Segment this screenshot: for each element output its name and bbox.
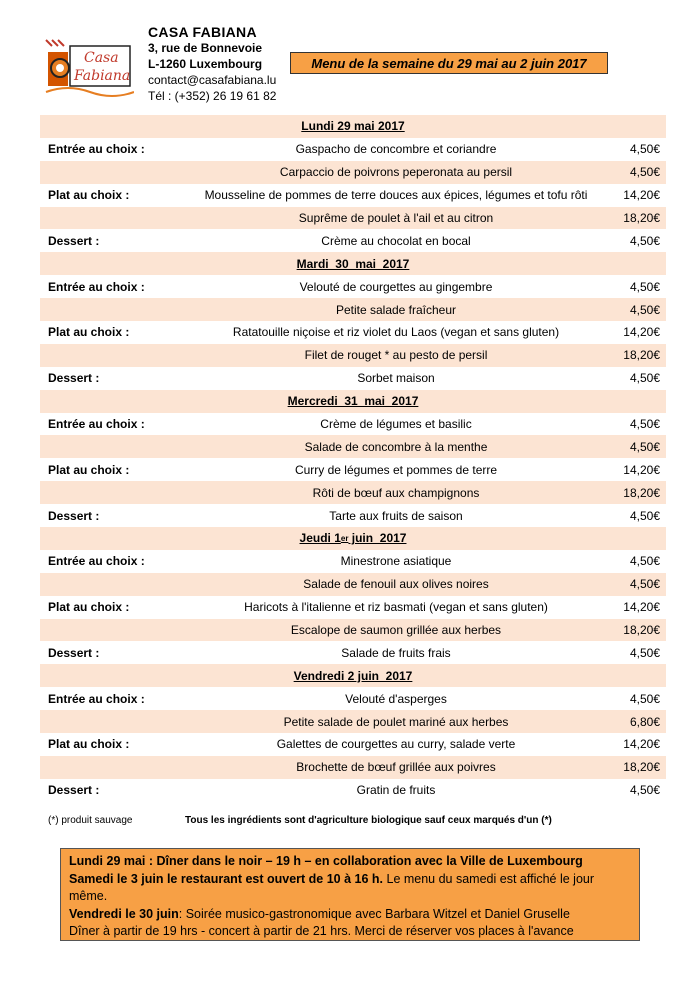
dish-price: 4,50€ [629, 508, 660, 523]
menu-row [40, 413, 666, 436]
day-title: Jeudi 1 [299, 531, 341, 546]
menu-row [40, 229, 666, 252]
course-label: Dessert : [48, 233, 100, 248]
course-label: Entrée au choix : [48, 417, 145, 432]
course-label: Plat au choix : [48, 737, 130, 752]
dish-name: Carpaccio de poivrons peperonata au persil [279, 165, 513, 180]
casa-fabiana-logo [44, 30, 134, 100]
dish-price: 4,50€ [629, 577, 660, 592]
notice-line-1: Lundi 29 mai : Dîner dans le noir – 19 h – en collaboration avec la Ville de Luxembourg [69, 854, 583, 868]
notice-line-2: Samedi le 3 juin le restaurant est ouvert de 10 à 16 h. Le menu du samedi est affiché le jour même. [69, 871, 595, 903]
menu-row [40, 184, 666, 207]
course-label: Entrée au choix : [48, 554, 145, 569]
notice-line-3: Vendredi le 30 juin: Soirée musico-gastronomique avec Barbara Witzel et Daniel Gruselle [69, 906, 570, 921]
dish-price: 4,50€ [629, 783, 660, 798]
course-label: Dessert : [48, 783, 100, 798]
menu-row [40, 550, 666, 573]
menu-row [40, 138, 666, 161]
day-title-superscript: er [340, 533, 349, 543]
course-label: Plat au choix : [48, 325, 130, 340]
course-label: Dessert : [48, 645, 100, 660]
menu-row [40, 573, 666, 596]
dish-name: Salade de fruits frais [341, 645, 451, 660]
dish-price: 18,20€ [623, 211, 660, 225]
dish-name: Ratatouille niçoise et riz violet du Laos (vegan et sans gluten) [232, 325, 560, 340]
dish-price: 4,50€ [629, 165, 660, 180]
dish-price: 4,50€ [629, 233, 660, 248]
course-label: Dessert : [48, 508, 100, 523]
menu-title: Menu de la semaine du 29 mai au 2 juin 2017 [290, 52, 608, 74]
menu-row [40, 481, 666, 504]
dish-name: Rôti de bœuf aux champignons [312, 485, 480, 500]
day-header: Vendredi 2 juin 2017 [40, 664, 666, 687]
day-header: Lundi 29 mai 2017 [40, 115, 666, 138]
company-name: CASA FABIANA [148, 24, 257, 40]
dish-price: 14,20€ [623, 737, 660, 752]
dish-price: 4,50€ [629, 371, 660, 386]
course-label: Plat au choix : [48, 462, 130, 477]
dish-name: Gratin de fruits [356, 783, 436, 798]
footnote: (*) produit sauvage [48, 815, 133, 826]
dish-name: Gaspacho de concombre et coriandre [295, 142, 497, 157]
dish-price: 18,20€ [623, 760, 660, 775]
menu-row [40, 435, 666, 458]
dish-price: 18,20€ [623, 348, 660, 363]
course-label: Entrée au choix : [48, 691, 145, 706]
dish-name: Salade de concombre à la menthe [304, 439, 488, 454]
svg-text:Fabiana: Fabiana [74, 68, 131, 84]
dish-name: Petite salade fraîcheur [335, 302, 457, 317]
city-address: L-1260 Luxembourg [148, 57, 263, 71]
course-label: Plat au choix : [48, 188, 130, 203]
menu-row [40, 733, 666, 756]
svg-text:Casa: Casa [84, 50, 119, 66]
menu-row [40, 344, 666, 367]
menu-row [40, 207, 666, 230]
dish-price: 4,50€ [629, 645, 660, 660]
dish-price: 4,50€ [629, 554, 660, 569]
course-label: Entrée au choix : [48, 142, 145, 157]
dish-price: 4,50€ [629, 302, 660, 317]
dish-price: 14,20€ [623, 325, 660, 340]
menu-row [40, 619, 666, 642]
menu-row [40, 275, 666, 298]
dish-price: 18,20€ [623, 485, 660, 500]
dish-name: Minestrone asiatique [340, 554, 452, 569]
notice-line-4: Dîner à partir de 19 hrs - concert à partir de 21 hrs. Merci de réserver vos places à l'avance [69, 924, 574, 938]
weekly-menu-table [40, 115, 666, 802]
dish-price: 4,50€ [629, 142, 660, 157]
dish-name: Sorbet maison [357, 371, 435, 386]
phone-number: Tél : (+352) 26 19 61 82 [148, 89, 277, 103]
dish-price: 4,50€ [629, 691, 660, 706]
menu-row [40, 596, 666, 619]
menu-row [40, 779, 666, 802]
menu-row [40, 367, 666, 390]
dish-name: Salade de fenouil aux olives noires [303, 577, 489, 592]
menu-row [40, 756, 666, 779]
dish-name: Suprême de poulet à l'ail et au citron [298, 211, 494, 225]
dish-name: Haricots à l'italienne et riz basmati (vegan et sans gluten) [244, 600, 548, 615]
dish-name: Crème de légumes et basilic [320, 417, 472, 432]
dish-name: Tarte aux fruits de saison [329, 508, 463, 523]
dish-price: 14,20€ [623, 188, 660, 203]
day-header [40, 527, 666, 550]
menu-row [40, 710, 666, 733]
announcement-box [60, 848, 640, 941]
street-address: 3, rue de Bonnevoie [148, 41, 263, 55]
dish-price: 14,20€ [623, 600, 660, 615]
email-link[interactable]: contact@casafabiana.lu [148, 73, 277, 87]
dish-price: 4,50€ [629, 439, 660, 454]
course-label: Dessert : [48, 371, 100, 386]
dish-price: 18,20€ [623, 623, 660, 638]
dish-name: Velouté de courgettes au gingembre [299, 279, 493, 294]
dish-price: 6,80€ [629, 714, 660, 729]
menu-row [40, 641, 666, 664]
dish-name: Crème au chocolat en bocal [321, 233, 471, 248]
dish-name: Filet de rouget * au pesto de persil [304, 348, 488, 363]
dish-name: Galettes de courgettes au curry, salade verte [276, 737, 516, 752]
menu-row [40, 504, 666, 527]
menu-row [40, 458, 666, 481]
course-label: Entrée au choix : [48, 279, 145, 294]
dish-name: Curry de légumes et pommes de terre [294, 462, 498, 477]
dish-name: Petite salade de poulet mariné aux herbes [283, 714, 509, 729]
dish-name: Mousseline de pommes de terre douces aux épices, légumes et tofu rôti [204, 188, 588, 203]
day-title-rest: juin 2017 [348, 531, 407, 546]
company-info [148, 24, 276, 104]
dish-price: 14,20€ [623, 462, 660, 477]
dish-price: 4,50€ [629, 279, 660, 294]
dish-price: 4,50€ [629, 417, 660, 432]
dish-name: Brochette de bœuf grillée aux poivres [296, 760, 496, 775]
day-header: Mercredi 31 mai 2017 [40, 390, 666, 413]
day-header: Mardi 30 mai 2017 [40, 252, 666, 275]
menu-row [40, 161, 666, 184]
menu-row [40, 321, 666, 344]
organic-note: Tous les ingrédients sont d'agriculture biologique sauf ceux marqués d'un (*) [185, 815, 552, 826]
dish-name: Velouté d'asperges [345, 691, 447, 706]
menu-row [40, 687, 666, 710]
course-label: Plat au choix : [48, 600, 130, 615]
menu-row [40, 298, 666, 321]
dish-name: Escalope de saumon grillée aux herbes [290, 623, 502, 638]
